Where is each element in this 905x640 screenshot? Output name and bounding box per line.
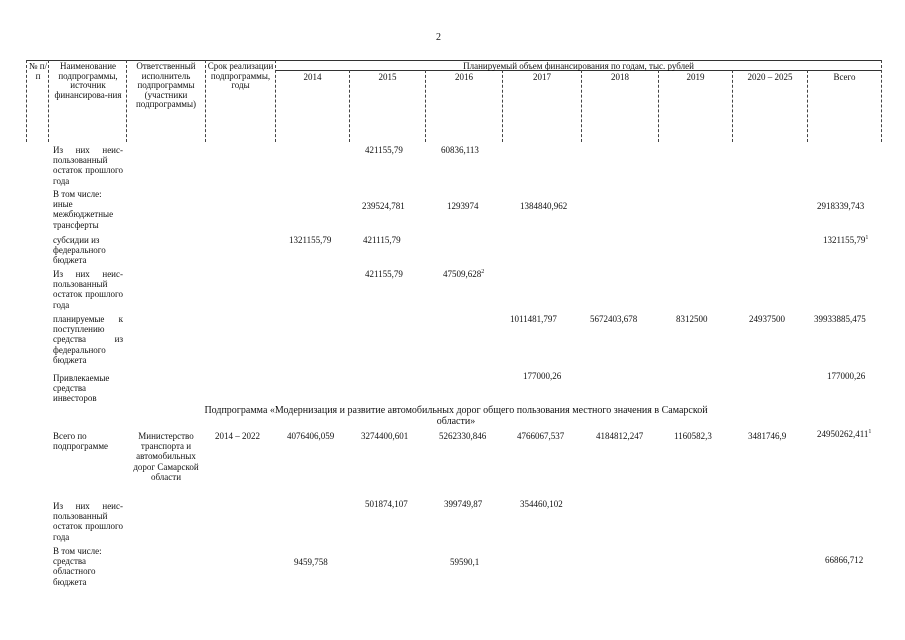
row-value: 1011481,797 — [510, 314, 557, 324]
row-value: 4184812,247 — [596, 431, 644, 441]
row-value: 3481746,9 — [748, 431, 787, 441]
subprogram-title: Подпрограмма «Модернизация и развитие автомобильных дорог общего пользования местного значения в Самарской области» — [204, 405, 708, 427]
row-name: субсидии из федерального бюджета — [53, 235, 106, 266]
row-name: Из них неис-пользованный остаток прошлого года — [53, 501, 123, 542]
col-divider — [26, 60, 27, 142]
row-value: 4076406,059 — [287, 431, 335, 441]
row-value: 1321155,79 — [289, 235, 332, 245]
row-value: 2918339,743 — [817, 201, 865, 211]
row-name: Всего по подпрограмме — [53, 431, 109, 452]
col-divider — [205, 60, 206, 142]
row-value: 24937500 — [749, 314, 785, 324]
col-divider — [881, 60, 882, 142]
col-divider — [48, 60, 49, 142]
row-value: 8312500 — [676, 314, 708, 324]
header-year: 2017 — [533, 72, 551, 82]
table-header — [0, 0, 905, 150]
row-responsible: Министерство транспорта и автомобильных дорог Самарской области — [133, 431, 199, 482]
header-col-name: Наименование подпрограммы, источник финансирова-ния — [54, 61, 122, 100]
row-value: 177000,26 — [523, 371, 562, 381]
row-name: Из них неис-пользованный остаток прошлого года — [53, 145, 123, 186]
row-value: 1293974 — [447, 201, 479, 211]
row-value: 60836,113 — [441, 145, 479, 155]
row-value: 1160582,3 — [674, 431, 712, 441]
row-value: 9459,758 — [294, 557, 328, 567]
row-name: планируемые к поступлению средства из федерального бюджета — [53, 314, 123, 365]
row-value: 59590,1 — [450, 557, 480, 567]
row-value: 177000,26 — [827, 371, 866, 381]
header-year: 2018 — [611, 72, 629, 82]
row-value: 5262330,846 — [439, 431, 487, 441]
row-value: 421155,79 — [365, 269, 403, 279]
header-col-responsible: Ответственный исполнитель подпрограммы (участники подпрограммы) — [135, 61, 197, 109]
row-term: 2014 – 2022 — [215, 431, 260, 441]
row-value: 3274400,601 — [361, 431, 409, 441]
row-value-total: 1321155,79$^1$ — [823, 235, 869, 245]
row-value: 39933885,475 — [814, 314, 866, 324]
row-name: Привлекаемые средства инвесторов — [53, 373, 110, 404]
header-year: 2015 — [378, 72, 397, 82]
col-divider — [126, 60, 127, 142]
row-value: 354460,102 — [520, 499, 563, 509]
row-value-2016: 47509,628$^2$ — [443, 269, 485, 279]
page-number: 2 — [436, 32, 441, 43]
header-col-num: № п/п — [28, 61, 48, 81]
header-year: 2014 — [303, 72, 322, 82]
row-value: 421155,79 — [365, 145, 403, 155]
row-value-total: 24950262,411$^1$ — [817, 429, 872, 439]
row-value: 239524,781 — [362, 201, 405, 211]
row-name: В том числе: средства областного бюджета — [53, 546, 102, 587]
row-value: 1384840,962 — [520, 201, 568, 211]
header-year: Всего — [833, 72, 856, 82]
row-value: 421115,79 — [363, 235, 401, 245]
row-name: Из них неис-пользованный остаток прошлого года — [53, 269, 123, 310]
header-col-term: Срок реализации подпрограммы, годы — [207, 61, 274, 90]
header-year: 2016 — [455, 72, 473, 82]
header-year: 2019 — [686, 72, 705, 82]
row-value: 66866,712 — [825, 555, 864, 565]
header-year: 2020 – 2025 — [747, 72, 793, 82]
row-value: 501874,107 — [365, 499, 408, 509]
row-value: 4766067,537 — [517, 431, 565, 441]
row-value: 399749,87 — [444, 499, 483, 509]
row-value: 5672403,678 — [590, 314, 638, 324]
header-funding-title: Планируемый объем финансирования по годам, тыс. рублей — [463, 61, 694, 71]
row-name: В том числе: иные межбюджетные трансферты — [53, 189, 114, 230]
